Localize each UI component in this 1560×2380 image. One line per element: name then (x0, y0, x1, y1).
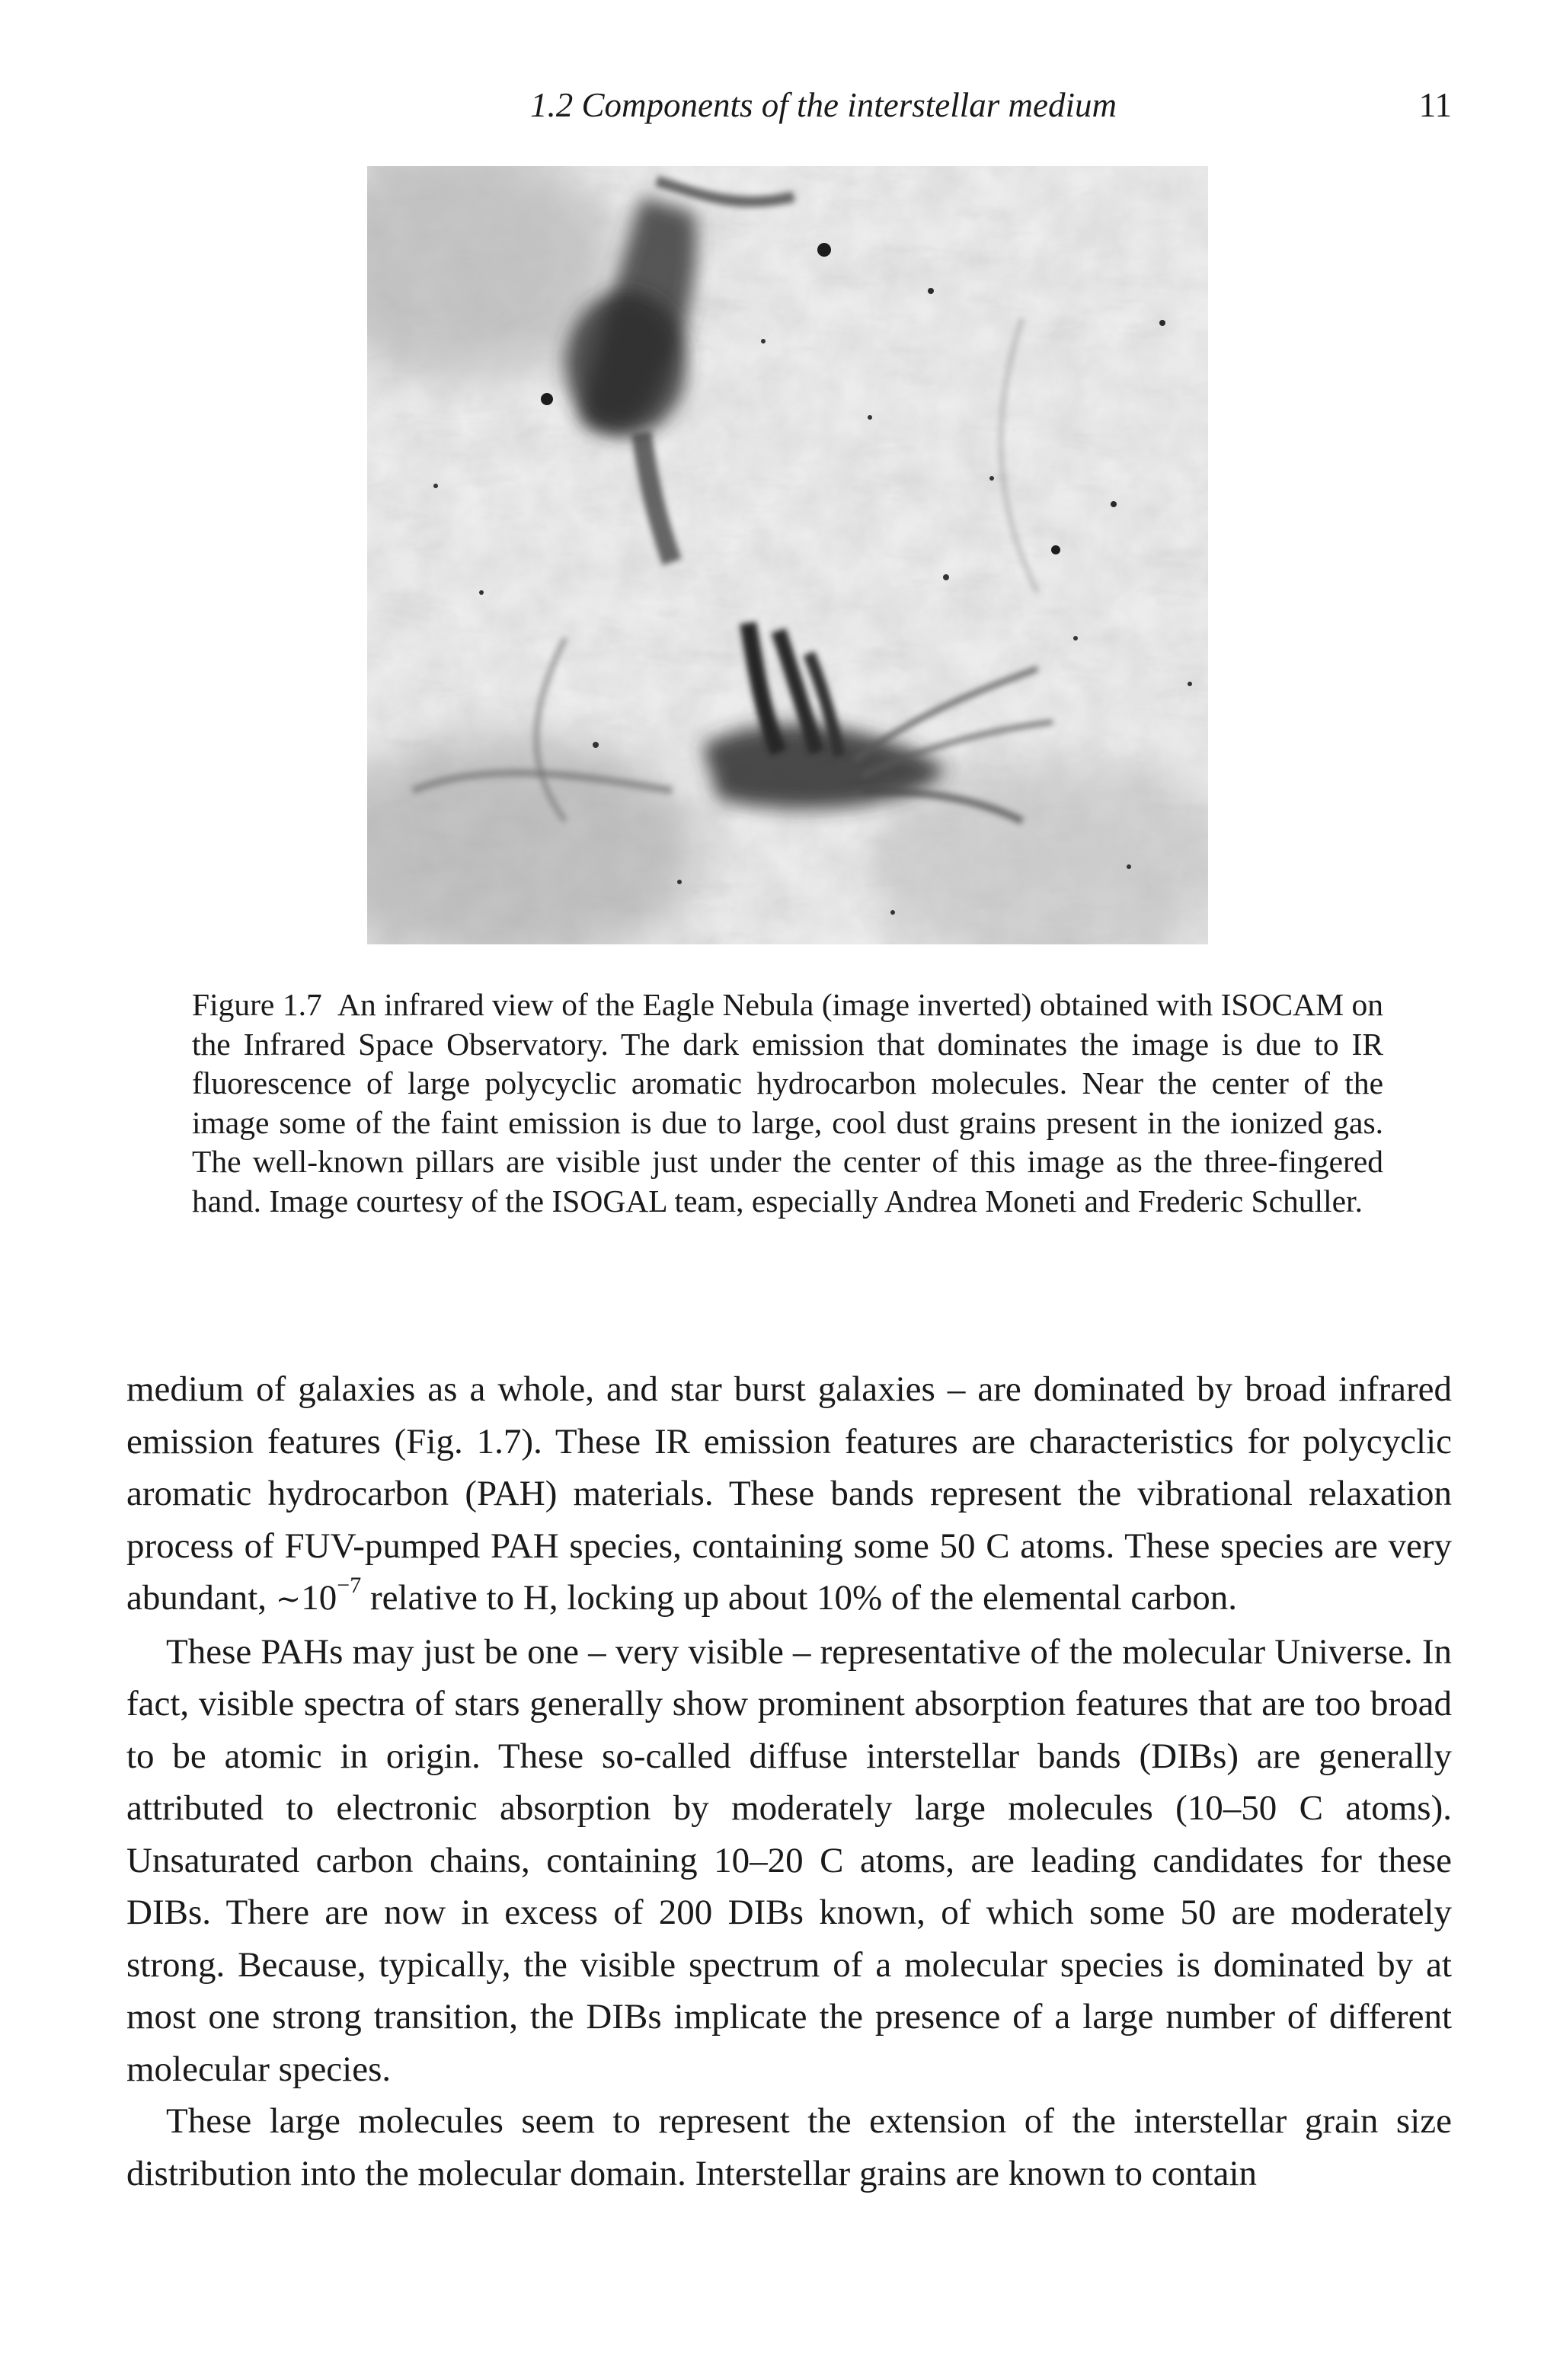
star (761, 339, 766, 343)
star (433, 484, 438, 488)
star (989, 476, 994, 481)
star (1159, 320, 1165, 326)
star (868, 415, 872, 420)
star (479, 590, 484, 595)
upper-column-core (565, 292, 687, 436)
star (677, 880, 682, 884)
running-title: 1.2 Components of the interstellar medium (530, 86, 1117, 124)
figure-caption (192, 986, 1383, 1221)
running-head (126, 82, 1452, 128)
nebula-illustration (367, 166, 1208, 944)
star (1127, 864, 1131, 869)
abundance-exponent: −7 (337, 1573, 362, 1598)
figure-caption-text: An infrared view of the Eagle Nebula (image inverted) obtained with ISOCAM on the Infrared Space Observatory. The dark emission that dominates the image is due to IR fluorescence of large polycyclic aromatic hydrocarbon molecules. Near the center of the image some of the faint emission is due to large, cool dust grains present in the ionized gas. The well-known pillars are visible just under the center of this image as the three-fingered hand. Image courtesy of the ISOGAL team, especially Andrea Moneti and Frederic Schuller. (192, 987, 1384, 1219)
paragraph-1-after: relative to H, locking up about 10% of the elemental carbon. (369, 1578, 1238, 1618)
body-text (126, 1363, 1452, 2200)
star (593, 742, 599, 748)
star (943, 574, 949, 580)
paragraph-1-before: medium of galaxies as a whole, and star burst galaxies – are dominated by broad infrared emission features (Fig. 1.7). These IR emission features are characteristics for polycyclic aromatic hydrocarbon (PAH) materials. These bands represent the vibrational relaxation process of FUV-pumped PAH species, containing some 50 C atoms. These species are very abundant, (126, 1369, 1452, 1618)
abundance-base: 10 (301, 1578, 337, 1618)
figure-label: Figure 1.7 (192, 987, 322, 1022)
star (1188, 682, 1192, 686)
star (1051, 545, 1060, 554)
star (890, 910, 895, 915)
approx-symbol: ~ (275, 1582, 302, 1617)
star (541, 393, 553, 405)
paragraph-2: These PAHs may just be one – very visible – representative of the molecular Universe. In fact, visible spectra of stars generally show prominent absorption features that are too broad to be atomic in origin. These so-called diffuse interstellar bands (DIBs) are generally attributed to electronic absorption by moderately large molecules (10–50 C atoms). Unsaturated carbon chains, containing 10–20 C atoms, are leading candidates for these DIBs. There are now in excess of 200 DIBs known, of which some 50 are moderately strong. Because, typically, the visible spectrum of a molecular species is dominated by at most one strong transition, the DIBs implicate the presence of a large number of different molecular species. (126, 1631, 1452, 2089)
page-number: 11 (1418, 86, 1452, 124)
star (817, 243, 831, 257)
figure-eagle-nebula-image (367, 166, 1208, 944)
paragraph-3: These large molecules seem to represent the extension of the interstellar grain size distribution into the molecular domain. Interstellar grains are known to contain (126, 2101, 1452, 2193)
star (1111, 501, 1117, 507)
paragraph-1 (126, 1363, 1452, 1626)
star (1073, 636, 1078, 641)
star (928, 288, 934, 294)
